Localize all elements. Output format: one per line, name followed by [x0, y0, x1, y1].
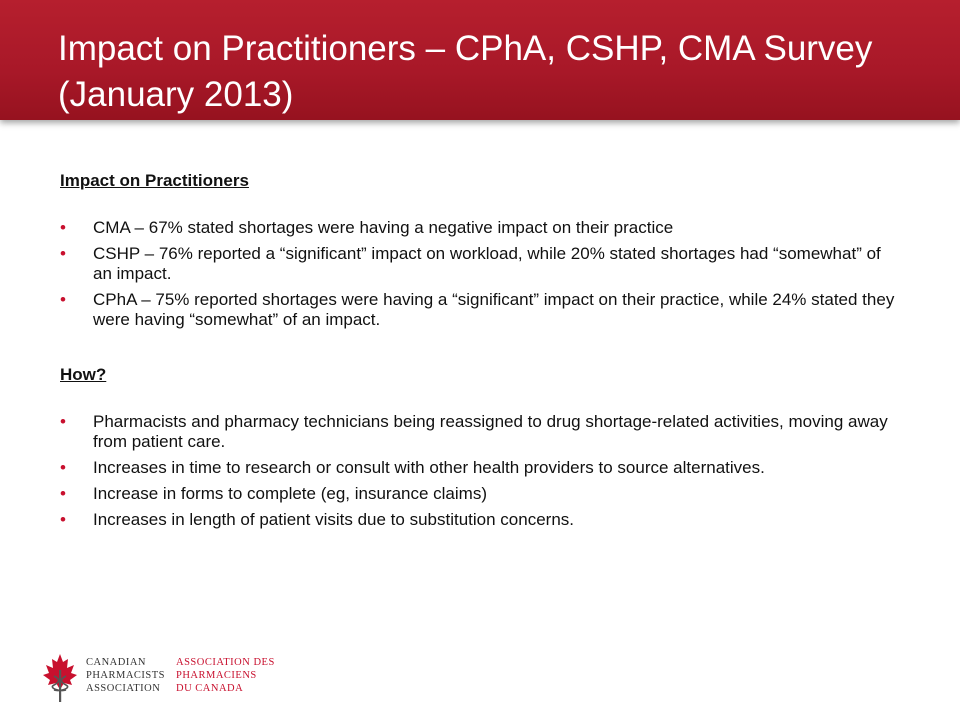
bullet-icon: • — [60, 484, 66, 503]
title-bar — [0, 0, 960, 120]
list-item: • Increases in time to research or consult with other health providers to source alternatives. — [60, 458, 765, 477]
bullet-icon: • — [60, 218, 66, 237]
how-bullet-list — [60, 412, 900, 530]
bullet-icon: • — [60, 244, 66, 263]
section-heading-how: How? — [60, 365, 107, 384]
list-item: • Pharmacists and pharmacy technicians being reassigned to drug shortage-related activities, moving away from patient care. — [60, 412, 888, 451]
slide-title: Impact on Practitioners – CPhA, CSHP, CMA Survey (January 2013) — [58, 29, 873, 114]
logo-text-french: ASSOCIATION DES PHARMACIENS DU CANADA — [176, 657, 275, 694]
logo-text-english: CANADIAN PHARMACISTS ASSOCIATION — [86, 657, 166, 694]
section-heading-impact: Impact on Practitioners — [60, 171, 249, 190]
bullet-icon: • — [60, 412, 66, 431]
cpha-logo — [40, 648, 280, 708]
list-item: • Increase in forms to complete (eg, insurance claims) — [60, 484, 487, 503]
bullet-icon: • — [60, 458, 66, 477]
list-item: • CPhA – 75% reported shortages were having a “significant” impact on their practice, while 24% stated they were having “somewhat” of an impact. — [60, 290, 895, 329]
impact-bullet-list — [60, 218, 900, 330]
bullet-icon: • — [60, 510, 66, 529]
list-item: • Increases in length of patient visits due to substitution concerns. — [60, 510, 574, 529]
slide-content — [60, 170, 900, 536]
maple-leaf-caduceus-icon — [40, 652, 80, 704]
list-item: • CSHP – 76% reported a “significant” impact on workload, while 20% stated shortages had “somewhat” of an impact. — [60, 244, 881, 283]
bullet-icon: • — [60, 290, 66, 309]
list-item: • CMA – 67% stated shortages were having a negative impact on their practice — [60, 218, 674, 237]
